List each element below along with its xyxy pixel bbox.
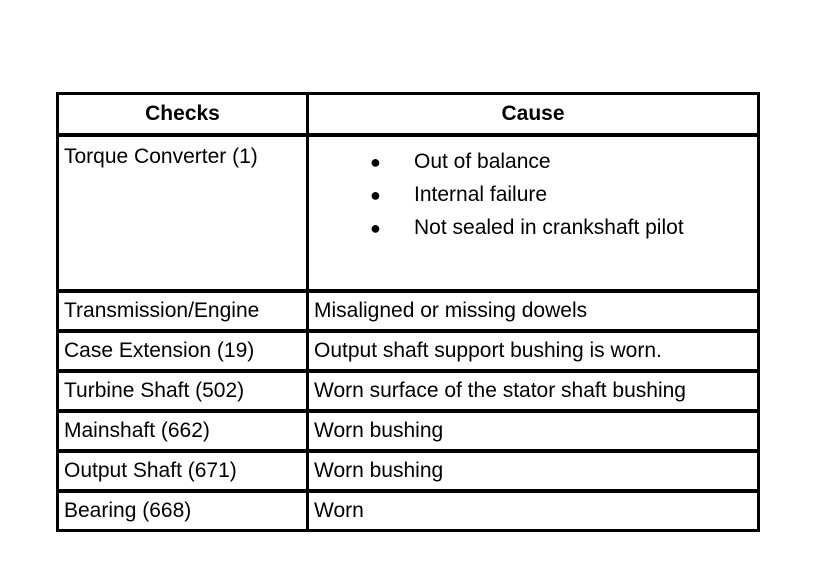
- diagnosis-table: [56, 92, 760, 532]
- cause-cell: Misaligned or missing dowels: [309, 291, 757, 331]
- list-item: [314, 149, 752, 182]
- header-checks: Checks: [59, 95, 309, 135]
- table-row: [59, 291, 757, 331]
- header-row: [59, 95, 757, 135]
- table-row: [59, 491, 757, 529]
- bullet-icon: ●: [370, 218, 381, 238]
- table-row: [59, 331, 757, 371]
- table-row: [59, 411, 757, 451]
- cause-text: Internal failure: [414, 183, 548, 206]
- table-row: [59, 135, 757, 291]
- bullet-icon: ●: [370, 152, 381, 172]
- check-cell: Turbine Shaft (502): [59, 371, 309, 411]
- table-row: [59, 371, 757, 411]
- cause-text: Out of balance: [414, 150, 551, 173]
- list-item: [314, 182, 752, 215]
- bullet-icon: ●: [370, 185, 381, 205]
- cause-cell: [309, 135, 757, 291]
- check-cell: Mainshaft (662): [59, 411, 309, 451]
- table-row: [59, 451, 757, 491]
- cause-cell: Worn bushing: [309, 411, 757, 451]
- check-cell: Torque Converter (1): [59, 135, 309, 291]
- check-cell: Transmission/Engine: [59, 291, 309, 331]
- cause-cell: Worn: [309, 491, 757, 529]
- cause-cell: Worn bushing: [309, 451, 757, 491]
- header-cause: Cause: [309, 95, 757, 135]
- list-item: [314, 215, 752, 248]
- check-cell: Bearing (668): [59, 491, 309, 529]
- check-cell: Case Extension (19): [59, 331, 309, 371]
- cause-cell: Worn surface of the stator shaft bushing: [309, 371, 757, 411]
- cause-text: Not sealed in crankshaft pilot: [414, 216, 684, 239]
- cause-bullet-list: [314, 149, 752, 248]
- cause-cell: Output shaft support bushing is worn.: [309, 331, 757, 371]
- check-cell: Output Shaft (671): [59, 451, 309, 491]
